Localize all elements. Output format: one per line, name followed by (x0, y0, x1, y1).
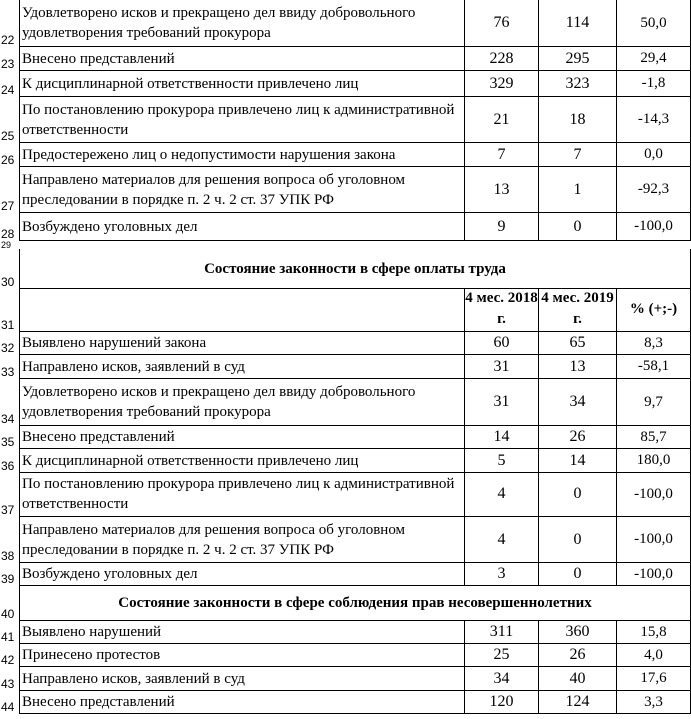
indicator-label: Предостережено лиц о недопустимости нарушения закона (22, 146, 396, 163)
cell-value: 120 (489, 693, 514, 710)
value-2018-cell[interactable] (465, 332, 539, 355)
table-row (0, 167, 691, 213)
row-number[interactable]: 38 (1, 549, 15, 563)
row-number[interactable]: 37 (1, 503, 15, 517)
value-2018-cell[interactable] (465, 97, 539, 143)
cell-value: 14 (493, 428, 510, 445)
indicator-label: Внесено представлений (22, 429, 175, 445)
value-2019-cell[interactable] (539, 97, 617, 143)
value-2018-cell[interactable] (465, 563, 539, 586)
cell-value: 14 (569, 451, 586, 469)
indicator-label: Внесено представлений (22, 50, 175, 67)
indicator-label: Принесено протестов (22, 647, 161, 663)
cell-value: 295 (565, 49, 590, 67)
section-title-row (0, 249, 691, 289)
row-number[interactable]: 24 (1, 83, 15, 97)
table-row (0, 667, 691, 691)
value-2019-cell[interactable] (539, 355, 617, 379)
table-row (0, 563, 691, 586)
column-header-label: 4 мес. 2019 г. (541, 290, 614, 327)
indicator-label: По постановлению прокурора привлечено лиц к административной ответственности (22, 476, 455, 512)
cell-value: 9 (497, 217, 506, 235)
table-row (0, 332, 691, 355)
row-number[interactable]: 30 (1, 275, 15, 289)
row-number[interactable]: 42 (1, 653, 15, 667)
change-percent-cell[interactable] (617, 0, 691, 47)
change-percent-cell[interactable] (617, 691, 691, 714)
cell-value: 15,8 (640, 623, 667, 640)
value-2019-cell[interactable] (539, 517, 617, 563)
value-2019-cell[interactable] (539, 143, 617, 167)
row-number[interactable]: 39 (1, 572, 15, 586)
cell-value: 25 (493, 646, 510, 663)
indicator-cell[interactable] (19, 426, 465, 449)
indicator-label: Направлено материалов для решения вопроса об уголовном преследовании в порядке п. 2 ч. 2 ст. 37 УПК РФ (22, 521, 406, 558)
change-percent-cell[interactable] (617, 667, 691, 691)
value-2019-cell[interactable] (539, 71, 617, 97)
cell-value: 60 (493, 334, 510, 351)
change-percent-cell[interactable] (617, 472, 691, 517)
change-percent-cell[interactable] (617, 517, 691, 563)
column-header-label: % (+;-) (629, 301, 678, 317)
cell-value: 9,7 (644, 393, 663, 410)
cell-value: 13 (569, 357, 586, 375)
cell-value: 4 (497, 530, 506, 548)
cell-value: 31 (493, 357, 510, 375)
row-number[interactable]: 29 (1, 240, 12, 250)
column-header-label: 4 мес. 2018 г. (465, 290, 538, 327)
cell-value: -92,3 (637, 181, 670, 197)
indicator-label: Направлено исков, заявлений в суд (22, 358, 245, 375)
value-2018-cell[interactable] (465, 472, 539, 517)
cell-value: 40 (569, 669, 586, 687)
indicator-cell[interactable] (19, 71, 465, 97)
change-percent-cell[interactable] (617, 379, 691, 426)
cell-value: 0 (573, 485, 582, 502)
value-2018-cell[interactable] (465, 426, 539, 449)
cell-value: -58,1 (637, 358, 670, 374)
value-2018-cell[interactable] (465, 71, 539, 97)
cell-value: 26 (569, 646, 586, 663)
cell-value: 4,0 (644, 646, 663, 663)
section-title-row (0, 586, 691, 621)
value-2018-cell[interactable] (465, 47, 539, 71)
cell-value: 7 (497, 145, 506, 163)
change-percent-cell[interactable] (617, 213, 691, 241)
cell-value: -1,8 (641, 75, 666, 91)
value-2019-cell[interactable] (539, 449, 617, 473)
cell-value: 34 (493, 669, 510, 687)
cell-value: 0 (573, 530, 582, 548)
header-change[interactable] (617, 289, 691, 332)
change-percent-cell[interactable] (617, 332, 691, 355)
table-row (0, 621, 691, 644)
change-percent-cell[interactable] (617, 449, 691, 473)
value-2018-cell[interactable] (465, 449, 539, 473)
change-percent-cell[interactable] (617, 71, 691, 97)
change-percent-cell[interactable] (617, 644, 691, 667)
header-blank-cell[interactable] (19, 289, 465, 332)
value-2018-cell[interactable] (465, 644, 539, 667)
value-2018-cell[interactable] (465, 621, 539, 644)
indicator-cell[interactable] (19, 517, 465, 563)
cell-value: -100,0 (634, 531, 673, 547)
value-2019-cell[interactable] (539, 563, 617, 586)
indicator-label: Внесено представлений (22, 694, 175, 710)
indicator-cell[interactable] (19, 563, 465, 586)
cell-value: 124 (565, 693, 590, 710)
indicator-label: Возбуждено уголовных дел (22, 218, 198, 235)
spacer-row (0, 241, 691, 249)
header-2018[interactable] (465, 289, 539, 332)
value-2018-cell[interactable] (465, 213, 539, 241)
row-number[interactable]: 23 (1, 57, 15, 71)
value-2019-cell[interactable] (539, 213, 617, 241)
row-number[interactable]: 31 (1, 318, 15, 332)
value-2019-cell[interactable] (539, 167, 617, 213)
row-number[interactable]: 44 (1, 700, 15, 714)
value-2018-cell[interactable] (465, 143, 539, 167)
cell-value: 0 (573, 217, 582, 235)
indicator-cell[interactable] (19, 0, 465, 47)
value-2019-cell[interactable] (539, 0, 617, 47)
row-number[interactable]: 33 (1, 365, 15, 379)
change-percent-cell[interactable] (617, 426, 691, 449)
row-number[interactable]: 28 (1, 227, 15, 241)
indicator-cell[interactable] (19, 472, 465, 517)
value-2018-cell[interactable] (465, 0, 539, 47)
cell-value: 26 (569, 428, 586, 445)
indicator-label: К дисциплинарной ответственности привлечено лиц (22, 452, 359, 469)
table-row (0, 691, 691, 714)
table-row (0, 0, 691, 47)
value-2019-cell[interactable] (539, 332, 617, 355)
value-2018-cell[interactable] (465, 355, 539, 379)
indicator-cell[interactable] (19, 167, 465, 213)
change-percent-cell[interactable] (617, 143, 691, 167)
indicator-label: Направлено исков, заявлений в суд (22, 670, 245, 687)
indicator-label: Направлено материалов для решения вопроса об уголовном преследовании в порядке п. 2 ч. 2 ст. 37 УПК РФ (22, 171, 406, 208)
indicator-cell[interactable] (19, 449, 465, 473)
cell-value: 180,0 (636, 452, 671, 468)
cell-value: 8,3 (644, 334, 663, 351)
cell-value: 1 (573, 180, 582, 198)
value-2018-cell[interactable] (465, 517, 539, 563)
header-2019[interactable] (539, 289, 617, 332)
cell-value: -14,3 (637, 111, 670, 127)
indicator-cell[interactable] (19, 644, 465, 667)
cell-value: 85,7 (640, 428, 667, 445)
indicator-cell[interactable] (19, 143, 465, 167)
value-2019-cell[interactable] (539, 472, 617, 517)
table-row (0, 355, 691, 379)
cell-value: 311 (489, 623, 514, 640)
table-row (0, 97, 691, 143)
table-header-row (0, 289, 691, 332)
indicator-label: По постановлению прокурора привлечено лиц к административной ответственности (22, 101, 455, 138)
indicator-label: Возбуждено уголовных дел (22, 566, 198, 582)
cell-value: 7 (573, 145, 582, 163)
cell-value: 329 (489, 74, 514, 92)
cell-value: 18 (569, 110, 586, 128)
cell-value: -100,0 (634, 485, 673, 502)
row-number[interactable]: 34 (1, 412, 15, 426)
value-2019-cell[interactable] (539, 379, 617, 426)
indicator-label: Выявлено нарушений (22, 624, 162, 640)
cell-value: 4 (497, 485, 506, 502)
table-row (0, 644, 691, 667)
cell-value: 3,3 (644, 693, 663, 710)
change-percent-cell[interactable] (617, 47, 691, 71)
cell-value: 21 (493, 110, 510, 128)
row-number[interactable]: 27 (1, 199, 15, 213)
table-row (0, 472, 691, 517)
row-number[interactable]: 35 (1, 435, 15, 449)
value-2019-cell[interactable] (539, 691, 617, 714)
table-row (0, 517, 691, 563)
cell-value: 114 (565, 14, 590, 31)
cell-value: -100,0 (634, 565, 673, 582)
row-number[interactable]: 36 (1, 459, 15, 473)
value-2018-cell[interactable] (465, 379, 539, 426)
value-2019-cell[interactable] (539, 644, 617, 667)
cell-value: 360 (565, 623, 590, 640)
indicator-cell[interactable] (19, 332, 465, 355)
indicator-cell[interactable] (19, 691, 465, 714)
value-2018-cell[interactable] (465, 667, 539, 691)
table-row (0, 71, 691, 97)
cell-value: 76 (493, 14, 510, 31)
cell-value: 29,4 (640, 50, 667, 66)
indicator-cell[interactable] (19, 621, 465, 644)
cell-value: 0,0 (644, 146, 663, 162)
change-percent-cell[interactable] (617, 167, 691, 213)
indicator-label: Удовлетворено исков и прекращено дел ввиду добровольного удовлетворения требований прокурора (22, 384, 416, 420)
value-2018-cell[interactable] (465, 167, 539, 213)
value-2019-cell[interactable] (539, 667, 617, 691)
cell-value: 13 (493, 180, 510, 198)
value-2019-cell[interactable] (539, 426, 617, 449)
indicator-cell[interactable] (19, 379, 465, 426)
cell-value: 0 (573, 565, 582, 582)
cell-value: 323 (565, 74, 590, 92)
cell-value: -100,0 (634, 218, 673, 234)
section-title[interactable]: Состояние законности в сфере соблюдения прав несовершеннолетних (19, 586, 691, 621)
change-percent-cell[interactable] (617, 355, 691, 379)
value-2018-cell[interactable] (465, 691, 539, 714)
change-percent-cell[interactable] (617, 97, 691, 143)
cell-value: 50,0 (640, 14, 667, 31)
indicator-cell[interactable] (19, 213, 465, 241)
cell-value: 17,6 (640, 670, 667, 686)
row-number[interactable]: 25 (1, 129, 15, 143)
indicator-cell[interactable] (19, 355, 465, 379)
cell-value: 34 (569, 393, 586, 410)
row-number[interactable]: 43 (1, 677, 15, 691)
row-number[interactable]: 32 (1, 341, 15, 355)
table-row (0, 449, 691, 473)
indicator-label: Удовлетворено исков и прекращено дел ввиду добровольного удовлетворения требований прокурора (22, 5, 416, 41)
indicator-cell[interactable] (19, 47, 465, 71)
row-number[interactable]: 41 (1, 630, 15, 644)
cell-value: 228 (489, 49, 514, 67)
row-number[interactable]: 26 (1, 153, 15, 167)
indicator-cell[interactable] (19, 97, 465, 143)
row-number[interactable]: 22 (1, 33, 15, 47)
table-row (0, 143, 691, 167)
table-row (0, 47, 691, 71)
section-title[interactable]: Состояние законности в сфере оплаты труда (19, 249, 691, 289)
cell-value: 5 (497, 451, 506, 469)
indicator-label: К дисциплинарной ответственности привлечено лиц (22, 75, 359, 92)
indicator-label: Выявлено нарушений закона (22, 335, 207, 351)
table-row (0, 213, 691, 241)
cell-value: 3 (497, 565, 506, 582)
change-percent-cell[interactable] (617, 621, 691, 644)
change-percent-cell[interactable] (617, 563, 691, 586)
value-2019-cell[interactable] (539, 621, 617, 644)
value-2019-cell[interactable] (539, 47, 617, 71)
row-number[interactable]: 40 (1, 607, 15, 621)
indicator-cell[interactable] (19, 667, 465, 691)
cell-value: 31 (493, 393, 510, 410)
cell-value: 65 (569, 334, 586, 351)
table-row (0, 379, 691, 426)
table-row (0, 426, 691, 449)
